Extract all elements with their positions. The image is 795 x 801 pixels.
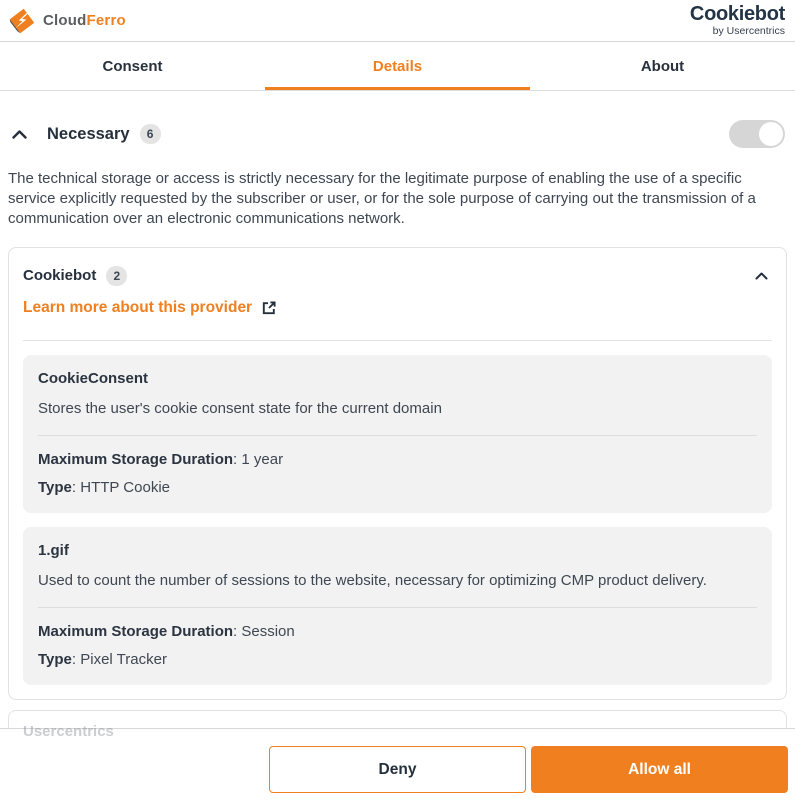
chevron-up-icon[interactable] xyxy=(755,272,768,280)
necessary-toggle-knob xyxy=(759,122,783,146)
cloudferro-logo xyxy=(8,7,126,35)
cookie-description: Used to count the number of sessions to the website, necessary for optimizing CMP product delivery. xyxy=(38,572,707,589)
cookiebot-logo-subtitle: by Usercentrics xyxy=(712,25,785,38)
cookie-duration-label: Maximum Storage Duration xyxy=(38,623,234,640)
cookie-duration xyxy=(38,623,757,640)
tab-about[interactable]: About xyxy=(640,57,685,75)
divider xyxy=(38,435,757,436)
cookie-type xyxy=(38,651,757,668)
cookie-card-1gif xyxy=(23,527,772,685)
details-panel xyxy=(0,91,795,740)
provider-card-header xyxy=(23,248,772,290)
deny-button[interactable]: Deny xyxy=(269,746,526,793)
cookie-type-value: HTTP Cookie xyxy=(80,479,171,496)
learn-more-link[interactable]: Learn more about this provider xyxy=(23,299,253,316)
cookie-type-label: Type xyxy=(38,479,72,496)
necessary-count-badge: 6 xyxy=(140,124,161,144)
cookie-type-label: Type xyxy=(38,651,72,668)
provider-name: Cookiebot xyxy=(23,267,97,284)
tab-consent[interactable]: Consent xyxy=(102,57,163,75)
necessary-toggle[interactable] xyxy=(729,120,785,148)
cookie-duration-label: Maximum Storage Duration xyxy=(38,451,234,468)
cookie-duration xyxy=(38,451,757,468)
cookie-type xyxy=(38,479,757,496)
brand-name-part2: Ferro xyxy=(86,12,126,29)
separator: : xyxy=(233,451,242,468)
cookie-card-cookieconsent xyxy=(23,355,772,513)
provider-name: Usercentrics xyxy=(23,723,114,740)
cookie-duration-value: Session xyxy=(241,623,295,640)
chevron-up-icon[interactable] xyxy=(12,130,27,139)
cookie-name: CookieConsent xyxy=(38,370,149,387)
brand-name-part1: Cloud xyxy=(43,12,87,29)
divider xyxy=(38,607,757,608)
provider-card-partial xyxy=(8,710,787,740)
cookiebot-logo-title: Cookiebot xyxy=(689,3,785,26)
cookiebot-logo xyxy=(690,4,785,37)
separator: : xyxy=(71,479,81,496)
tab-bar xyxy=(0,42,795,91)
necessary-section-title: Necessary xyxy=(47,124,130,143)
cookie-description: Stores the user's cookie consent state for the current domain xyxy=(38,400,442,417)
dialog-header xyxy=(0,0,795,42)
allow-all-button[interactable]: Allow all xyxy=(531,746,788,793)
cookie-name: 1.gif xyxy=(38,542,69,559)
provider-count-badge: 2 xyxy=(106,266,127,286)
necessary-section-header xyxy=(8,120,787,148)
cookie-duration-value: 1 year xyxy=(241,451,284,468)
provider-link-row xyxy=(23,299,772,317)
tab-details[interactable]: Details xyxy=(265,42,530,90)
external-link-icon[interactable] xyxy=(261,300,277,316)
provider-card-cookiebot xyxy=(8,247,787,700)
separator: : xyxy=(233,623,242,640)
separator: : xyxy=(71,651,81,668)
cloudferro-logo-icon xyxy=(8,7,36,35)
necessary-section-description: The technical storage or access is strictly necessary for the legitimate purpose of enabling the use of a specific service explicitly requested by the subscriber or user, or for the sole purpose of carrying out the transmission of a communication over an electronic communications network. xyxy=(8,170,756,227)
divider xyxy=(23,340,772,341)
cookie-type-value: Pixel Tracker xyxy=(80,651,167,668)
cloudferro-logo-text xyxy=(43,12,126,29)
